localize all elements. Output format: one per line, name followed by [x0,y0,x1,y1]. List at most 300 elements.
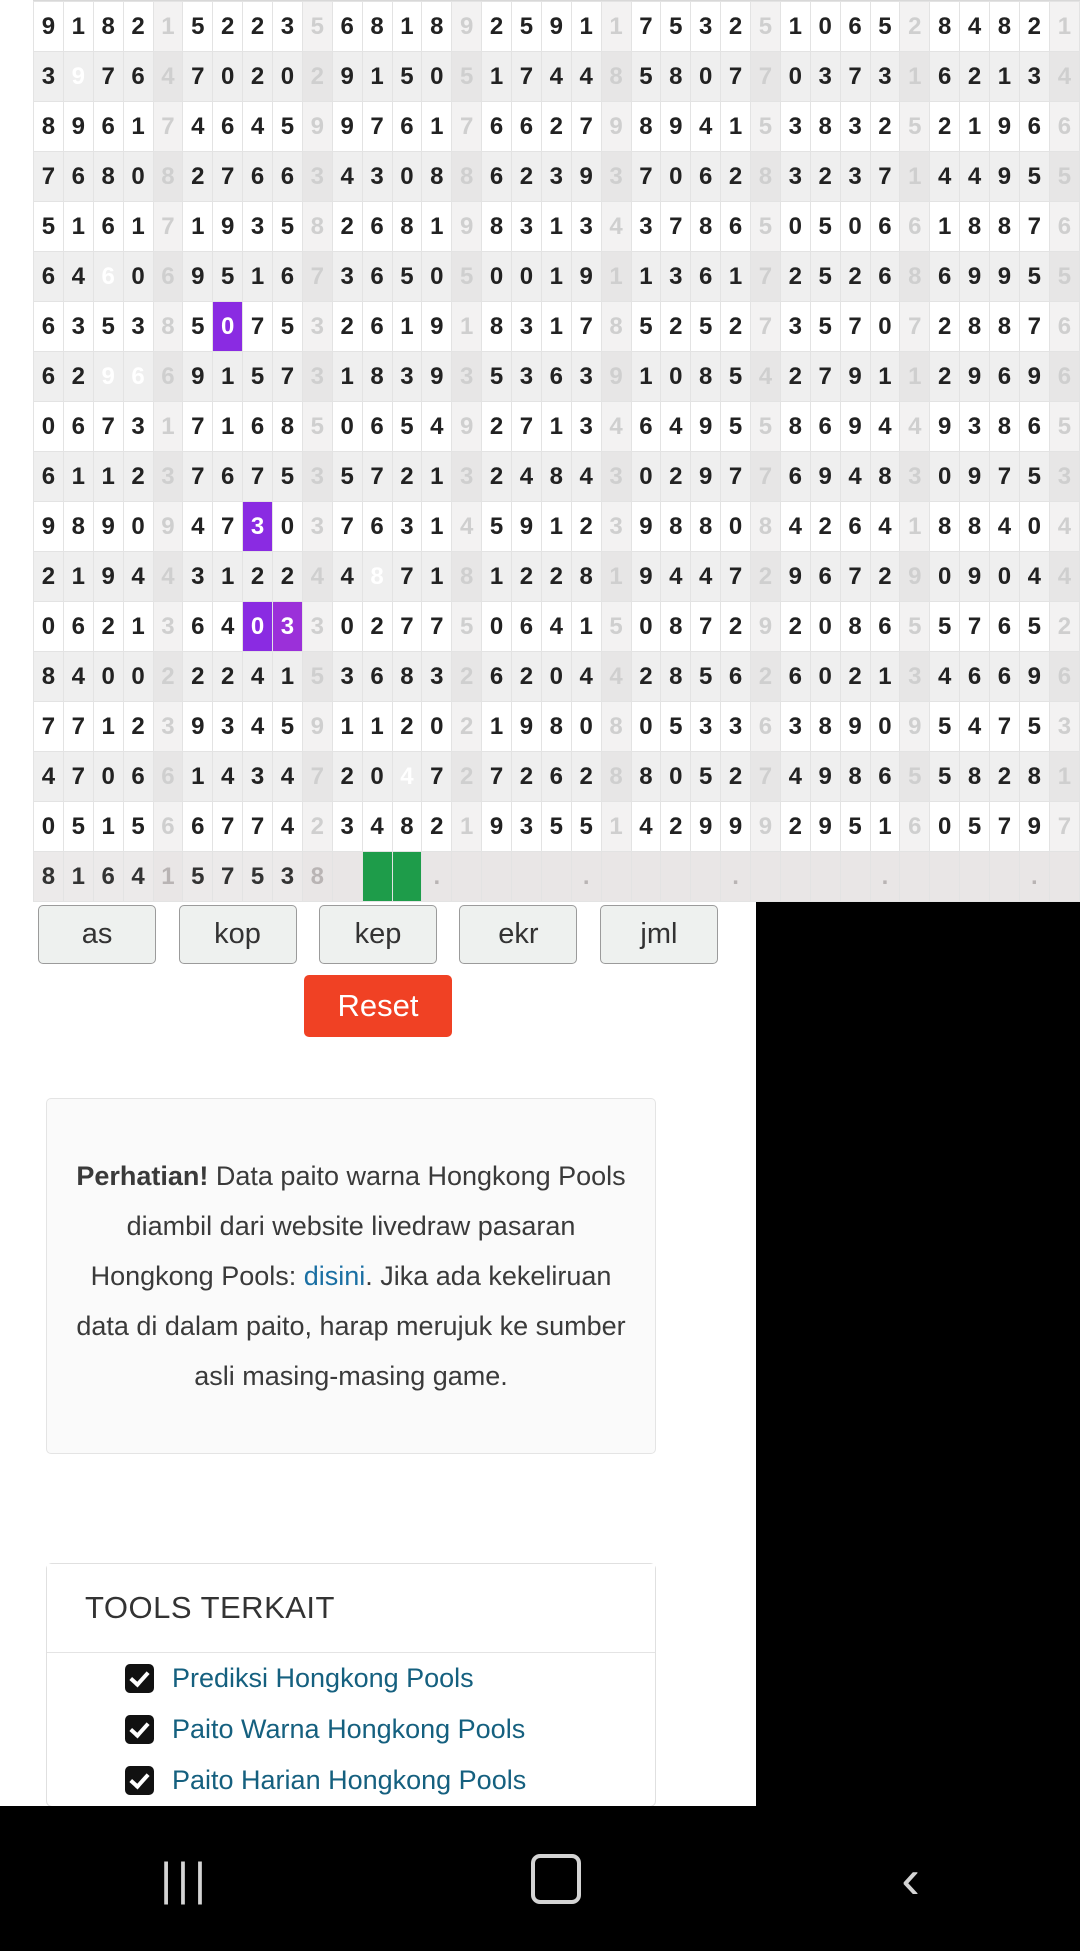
grid-cell[interactable]: 8 [990,302,1020,352]
grid-cell[interactable]: 1 [123,202,153,252]
grid-cell[interactable]: 5 [452,52,482,102]
grid-cell[interactable]: 7 [721,52,751,102]
grid-cell[interactable]: 2 [721,152,751,202]
grid-cell[interactable]: 8 [422,152,452,202]
grid-cell[interactable]: 8 [810,102,840,152]
grid-cell[interactable]: 3 [780,702,810,752]
notice-source-link[interactable]: disini [303,1261,366,1291]
grid-cell[interactable]: 6 [482,652,512,702]
grid-cell[interactable]: 5 [571,802,601,852]
grid-cell[interactable] [1049,852,1079,902]
grid-cell[interactable]: 5 [1019,602,1049,652]
grid-cell[interactable]: 8 [601,752,631,802]
grid-cell[interactable]: 3 [183,552,213,602]
grid-cell[interactable]: 6 [1049,652,1079,702]
grid-cell[interactable]: 5 [870,2,900,52]
grid-cell[interactable]: 4 [571,652,601,702]
grid-cell[interactable]: 8 [631,752,661,802]
grid-cell[interactable]: 1 [183,752,213,802]
tool-link-prediksi[interactable]: Prediksi Hongkong Pools [172,1663,474,1693]
grid-cell[interactable]: 6 [123,752,153,802]
grid-cell[interactable]: 4 [601,652,631,702]
grid-cell[interactable]: 0 [332,602,362,652]
grid-cell[interactable]: 9 [810,452,840,502]
grid-cell[interactable]: 4 [691,552,721,602]
grid-cell[interactable]: 0 [930,802,960,852]
grid-cell[interactable]: 1 [1049,2,1079,52]
grid-cell[interactable]: 1 [93,702,123,752]
grid-cell[interactable]: 6 [840,502,870,552]
grid-cell[interactable]: 2 [243,2,273,52]
grid-cell[interactable]: 6 [93,102,123,152]
grid-cell[interactable]: 6 [362,202,392,252]
grid-cell[interactable]: 4 [990,502,1020,552]
grid-cell[interactable]: 2 [930,302,960,352]
grid-cell[interactable]: 2 [840,252,870,302]
grid-cell[interactable]: . [422,852,452,902]
grid-cell[interactable]: 3 [302,452,332,502]
grid-cell[interactable]: 5 [541,802,571,852]
grid-cell[interactable]: 5 [332,452,362,502]
grid-cell[interactable]: 4 [601,202,631,252]
grid-cell[interactable]: 5 [302,652,332,702]
grid-cell[interactable]: 5 [810,252,840,302]
grid-cell[interactable]: 7 [392,602,422,652]
grid-cell[interactable]: 1 [422,102,452,152]
grid-cell[interactable]: 6 [34,352,64,402]
grid-cell[interactable]: 4 [392,752,422,802]
grid-cell[interactable]: 8 [93,152,123,202]
grid-cell[interactable]: 0 [870,702,900,752]
recent-apps-icon[interactable]: ||| [160,1852,211,1905]
grid-cell[interactable]: 6 [63,152,93,202]
grid-cell[interactable]: 2 [990,752,1020,802]
grid-cell[interactable]: 4 [153,52,183,102]
grid-cell[interactable] [840,852,870,902]
grid-cell[interactable]: 5 [392,52,422,102]
tool-link-paito-warna[interactable]: Paito Warna Hongkong Pools [172,1714,526,1744]
grid-cell[interactable]: 7 [183,452,213,502]
grid-cell[interactable]: 1 [870,652,900,702]
grid-cell[interactable]: 8 [691,202,721,252]
grid-cell[interactable]: 2 [512,752,542,802]
grid-cell[interactable]: 0 [422,252,452,302]
grid-cell[interactable]: 2 [34,552,64,602]
grid-cell[interactable]: 2 [452,652,482,702]
grid-cell[interactable]: 1 [422,452,452,502]
grid-cell[interactable]: 6 [512,102,542,152]
grid-cell[interactable]: 9 [751,802,781,852]
grid-cell[interactable] [601,852,631,902]
grid-cell[interactable]: 0 [780,202,810,252]
grid-cell[interactable]: 8 [840,752,870,802]
grid-cell[interactable]: 6 [780,452,810,502]
grid-cell[interactable]: 6 [243,402,273,452]
grid-cell[interactable]: 7 [661,202,691,252]
grid-cell[interactable]: 3 [243,752,273,802]
grid-cell[interactable]: 2 [1049,602,1079,652]
grid-cell[interactable]: 3 [840,152,870,202]
grid-cell[interactable]: 9 [960,252,990,302]
grid-cell[interactable]: 6 [721,652,751,702]
grid-cell[interactable]: 8 [482,202,512,252]
grid-cell[interactable]: 2 [273,552,303,602]
grid-cell[interactable]: 2 [960,52,990,102]
grid-cell[interactable]: 7 [1049,802,1079,852]
grid-cell[interactable]: 1 [273,652,303,702]
grid-cell[interactable]: 6 [1049,202,1079,252]
grid-cell[interactable]: 6 [1019,102,1049,152]
grid-cell[interactable] [541,852,571,902]
grid-cell[interactable]: 3 [512,802,542,852]
grid-cell[interactable]: 3 [392,352,422,402]
grid-cell[interactable]: 2 [392,702,422,752]
grid-cell[interactable]: 1 [900,152,930,202]
grid-cell[interactable]: 3 [780,102,810,152]
grid-cell[interactable]: 1 [422,552,452,602]
grid-cell[interactable]: 7 [810,352,840,402]
grid-cell[interactable]: 6 [63,402,93,452]
grid-cell[interactable]: 7 [482,752,512,802]
grid-cell[interactable]: 5 [900,102,930,152]
grid-cell[interactable]: 8 [34,652,64,702]
filter-button-kop[interactable]: kop [179,905,297,964]
grid-cell[interactable]: 2 [512,552,542,602]
grid-cell[interactable]: 7 [571,102,601,152]
grid-cell[interactable]: 9 [512,702,542,752]
grid-cell[interactable]: 2 [63,352,93,402]
grid-cell[interactable]: 1 [422,502,452,552]
grid-cell[interactable]: 3 [1049,452,1079,502]
grid-cell[interactable]: 1 [900,52,930,102]
grid-cell[interactable]: 9 [452,2,482,52]
grid-cell[interactable]: 9 [1019,802,1049,852]
grid-cell[interactable]: 8 [571,552,601,602]
grid-cell[interactable]: 8 [482,302,512,352]
grid-cell[interactable]: 4 [332,152,362,202]
grid-cell[interactable]: 3 [302,302,332,352]
grid-cell[interactable]: 3 [273,852,303,902]
grid-cell[interactable]: 7 [751,452,781,502]
grid-cell[interactable]: 7 [243,302,273,352]
grid-cell[interactable]: 5 [631,52,661,102]
grid-cell[interactable]: 1 [601,552,631,602]
grid-cell[interactable]: 4 [870,402,900,452]
grid-cell[interactable]: 1 [482,52,512,102]
grid-cell[interactable]: 6 [183,802,213,852]
grid-cell[interactable]: 3 [302,602,332,652]
grid-cell[interactable]: 0 [243,602,273,652]
grid-cell[interactable]: 1 [900,502,930,552]
grid-cell[interactable]: 8 [392,802,422,852]
grid-cell[interactable]: 9 [422,302,452,352]
grid-cell[interactable]: 1 [153,402,183,452]
grid-cell[interactable]: 3 [273,602,303,652]
grid-cell[interactable]: 4 [362,802,392,852]
grid-cell[interactable]: 6 [900,802,930,852]
grid-cell[interactable]: 3 [960,402,990,452]
grid-cell[interactable]: 1 [571,2,601,52]
grid-cell[interactable]: 9 [1019,652,1049,702]
filter-button-ekr[interactable]: ekr [459,905,577,964]
grid-cell[interactable]: 2 [721,752,751,802]
grid-cell[interactable]: 8 [362,2,392,52]
grid-cell[interactable]: 3 [810,52,840,102]
grid-cell[interactable]: 5 [691,652,721,702]
grid-cell[interactable]: 2 [332,752,362,802]
grid-cell[interactable]: 8 [870,452,900,502]
grid-cell[interactable]: 5 [273,102,303,152]
paito-grid-container[interactable] [33,0,1080,902]
grid-cell[interactable]: 9 [63,52,93,102]
grid-cell[interactable] [482,852,512,902]
grid-cell[interactable]: 5 [512,2,542,52]
grid-cell[interactable]: 8 [960,302,990,352]
grid-cell[interactable]: 1 [601,252,631,302]
grid-cell[interactable]: 0 [631,602,661,652]
grid-cell[interactable]: 0 [273,52,303,102]
grid-cell[interactable]: 7 [153,202,183,252]
grid-cell[interactable]: 2 [631,652,661,702]
grid-cell[interactable]: 1 [123,102,153,152]
grid-cell[interactable]: 3 [870,52,900,102]
grid-cell[interactable]: 2 [243,552,273,602]
grid-cell[interactable]: 0 [213,52,243,102]
grid-cell[interactable]: 1 [213,352,243,402]
grid-cell[interactable]: 4 [452,502,482,552]
grid-cell[interactable]: 2 [123,452,153,502]
grid-cell[interactable]: 3 [243,502,273,552]
grid-cell[interactable]: 4 [302,552,332,602]
grid-cell[interactable]: 1 [721,252,751,302]
grid-cell[interactable]: 3 [541,152,571,202]
grid-cell[interactable]: 4 [960,702,990,752]
grid-cell[interactable]: 3 [512,352,542,402]
grid-cell[interactable] [900,852,930,902]
grid-cell[interactable]: 6 [482,152,512,202]
grid-cell[interactable]: 6 [631,402,661,452]
grid-cell[interactable]: 5 [601,602,631,652]
grid-cell[interactable]: 6 [512,602,542,652]
grid-cell[interactable]: 5 [631,302,661,352]
grid-cell[interactable]: 6 [34,452,64,502]
grid-cell[interactable]: 5 [691,752,721,802]
grid-cell[interactable]: 1 [63,552,93,602]
grid-cell[interactable]: 7 [302,252,332,302]
grid-cell[interactable]: 2 [422,802,452,852]
grid-cell[interactable]: 5 [661,702,691,752]
grid-cell[interactable]: 1 [990,52,1020,102]
grid-cell[interactable]: 6 [691,152,721,202]
grid-cell[interactable]: 3 [631,202,661,252]
grid-cell[interactable]: 1 [601,802,631,852]
grid-cell[interactable]: 4 [63,252,93,302]
grid-cell[interactable]: 2 [302,802,332,852]
grid-cell[interactable]: 3 [691,2,721,52]
grid-cell[interactable]: 1 [541,252,571,302]
grid-cell[interactable]: 6 [810,402,840,452]
grid-cell[interactable]: 9 [840,402,870,452]
grid-cell[interactable]: 9 [183,252,213,302]
grid-cell[interactable]: 0 [34,802,64,852]
grid-cell[interactable]: 1 [243,252,273,302]
grid-cell[interactable]: 8 [452,152,482,202]
grid-cell[interactable]: 8 [34,852,64,902]
grid-cell[interactable]: 3 [153,702,183,752]
grid-cell[interactable]: 7 [512,52,542,102]
grid-cell[interactable]: 6 [1049,102,1079,152]
grid-cell[interactable]: 1 [482,702,512,752]
grid-cell[interactable]: 7 [631,152,661,202]
grid-cell[interactable]: 8 [362,352,392,402]
grid-cell[interactable]: . [571,852,601,902]
grid-cell[interactable]: 9 [900,552,930,602]
grid-cell[interactable]: 3 [332,802,362,852]
grid-cell[interactable]: 6 [273,252,303,302]
grid-cell[interactable]: 4 [870,502,900,552]
grid-cell[interactable]: 7 [153,102,183,152]
grid-cell[interactable]: 1 [422,202,452,252]
grid-cell[interactable]: 4 [123,852,153,902]
grid-cell[interactable]: 1 [63,452,93,502]
grid-cell[interactable]: 0 [422,52,452,102]
grid-cell[interactable]: 4 [213,752,243,802]
grid-cell[interactable]: 7 [721,552,751,602]
grid-cell[interactable]: 8 [392,652,422,702]
grid-cell[interactable]: 2 [213,2,243,52]
grid-cell[interactable]: 6 [93,852,123,902]
grid-cell[interactable]: 9 [751,602,781,652]
grid-cell[interactable]: 8 [601,302,631,352]
grid-cell[interactable]: 4 [153,552,183,602]
grid-cell[interactable]: 8 [631,102,661,152]
grid-cell[interactable]: 0 [691,52,721,102]
grid-cell[interactable]: 3 [661,252,691,302]
grid-cell[interactable]: 4 [780,752,810,802]
grid-cell[interactable]: 1 [63,202,93,252]
grid-cell[interactable]: 4 [930,152,960,202]
tool-link-paito-harian[interactable]: Paito Harian Hongkong Pools [172,1765,527,1795]
grid-cell[interactable]: 0 [661,752,691,802]
grid-cell[interactable]: 8 [541,452,571,502]
grid-cell[interactable]: 9 [302,102,332,152]
reset-button[interactable]: Reset [304,975,453,1037]
grid-cell[interactable]: 5 [1049,252,1079,302]
grid-cell[interactable]: 1 [780,2,810,52]
grid-cell[interactable] [661,852,691,902]
grid-cell[interactable]: 2 [93,602,123,652]
grid-cell[interactable]: 8 [691,352,721,402]
grid-cell[interactable]: 2 [392,452,422,502]
grid-cell[interactable]: 6 [870,252,900,302]
grid-cell[interactable]: 3 [571,352,601,402]
grid-cell[interactable]: 2 [332,302,362,352]
grid-cell[interactable]: 2 [541,102,571,152]
grid-cell[interactable]: 5 [273,302,303,352]
grid-cell[interactable]: 9 [960,552,990,602]
grid-cell[interactable]: 3 [302,502,332,552]
grid-cell[interactable]: 9 [1019,352,1049,402]
grid-cell[interactable]: 1 [482,552,512,602]
grid-cell[interactable]: 0 [332,402,362,452]
grid-cell[interactable]: 4 [63,652,93,702]
grid-cell[interactable]: 4 [243,702,273,752]
grid-cell[interactable]: 0 [571,702,601,752]
grid-cell[interactable]: 6 [153,752,183,802]
grid-cell[interactable]: 8 [1019,752,1049,802]
grid-cell[interactable]: 7 [751,302,781,352]
grid-cell[interactable]: 7 [63,702,93,752]
grid-cell[interactable]: 8 [930,2,960,52]
grid-cell[interactable]: 8 [840,602,870,652]
grid-cell[interactable]: 7 [900,302,930,352]
grid-cell[interactable]: 9 [422,352,452,402]
grid-cell[interactable]: 2 [183,652,213,702]
grid-cell[interactable]: 1 [960,102,990,152]
grid-cell[interactable]: 1 [452,302,482,352]
grid-cell[interactable]: 0 [422,702,452,752]
grid-cell[interactable]: 3 [1049,702,1079,752]
grid-cell[interactable]: 5 [213,252,243,302]
grid-cell[interactable]: 9 [840,352,870,402]
grid-cell[interactable]: 3 [571,202,601,252]
grid-cell[interactable]: 0 [541,652,571,702]
grid-cell[interactable]: 6 [870,202,900,252]
grid-cell[interactable]: 7 [990,702,1020,752]
filter-button-as[interactable]: as [38,905,156,964]
grid-cell[interactable]: 7 [34,152,64,202]
grid-cell[interactable]: 0 [990,552,1020,602]
grid-cell[interactable]: 2 [243,52,273,102]
grid-cell[interactable]: 4 [512,452,542,502]
grid-cell[interactable]: 7 [571,302,601,352]
grid-cell[interactable]: 8 [601,702,631,752]
grid-cell[interactable]: 5 [1049,152,1079,202]
grid-cell[interactable]: 8 [990,2,1020,52]
grid-cell[interactable]: 5 [661,2,691,52]
grid-cell[interactable]: 2 [900,2,930,52]
grid-cell[interactable]: 3 [273,2,303,52]
grid-cell[interactable]: 3 [63,302,93,352]
grid-cell[interactable]: 9 [780,552,810,602]
grid-cell[interactable]: 9 [183,352,213,402]
grid-cell[interactable]: 2 [721,302,751,352]
grid-cell[interactable]: . [870,852,900,902]
grid-cell[interactable]: 7 [243,452,273,502]
grid-cell[interactable]: 4 [1049,552,1079,602]
grid-cell[interactable]: 7 [213,152,243,202]
grid-cell[interactable]: 6 [780,652,810,702]
grid-cell[interactable] [751,852,781,902]
grid-cell[interactable] [810,852,840,902]
grid-cell[interactable]: 6 [93,252,123,302]
grid-cell[interactable]: 8 [990,202,1020,252]
grid-cell[interactable]: 2 [751,652,781,702]
grid-cell[interactable]: 8 [661,602,691,652]
grid-cell[interactable]: 6 [751,702,781,752]
grid-cell[interactable]: 8 [661,502,691,552]
grid-cell[interactable]: 9 [691,802,721,852]
filter-button-jml[interactable]: jml [600,905,718,964]
grid-cell[interactable]: 5 [1019,252,1049,302]
grid-cell[interactable]: 9 [541,2,571,52]
grid-cell[interactable]: 9 [93,502,123,552]
grid-cell[interactable]: 1 [123,602,153,652]
grid-cell[interactable]: 9 [960,452,990,502]
grid-cell[interactable]: 2 [541,552,571,602]
grid-cell[interactable]: 1 [541,302,571,352]
grid-cell[interactable]: 1 [392,302,422,352]
